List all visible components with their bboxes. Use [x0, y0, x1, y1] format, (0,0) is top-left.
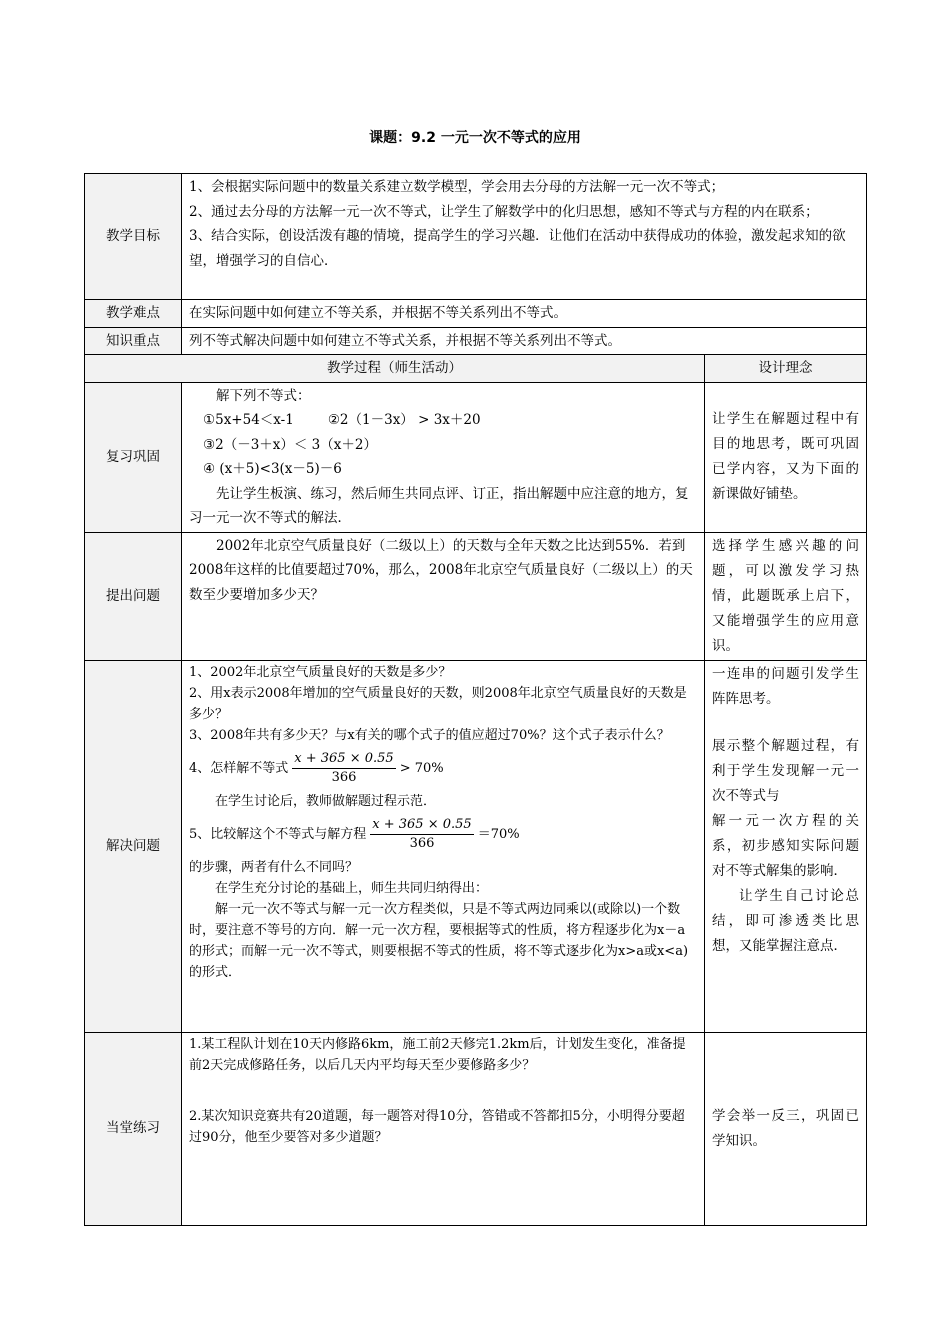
solve-line-4 — [189, 750, 697, 787]
solve-line-5: 在学生讨论后，教师做解题过程示范． — [215, 793, 437, 809]
solve-line-4-suffix: > 70% — [399, 760, 444, 776]
practice-label: 当堂练习 — [85, 1032, 182, 1225]
page-title: 课题：9.2 一元一次不等式的应用 — [369, 130, 581, 146]
fraction-numerator: x + 365 × 0.55 — [292, 750, 395, 769]
solve-line-6-suffix: ＝70% — [477, 826, 520, 842]
fraction-denominator: 366 — [409, 835, 435, 851]
solve-note-2: 展示整个解题过程，有利于学生发现解一元一次不等式与 — [712, 737, 859, 804]
solve-line-6 — [189, 816, 697, 853]
practice-problem-2: 2.某次知识竞赛共有20道题，每一题答对得10分，答错或不答都扣5分，小明得分要超过90分，他至少要答对多少道题？ — [189, 1108, 685, 1145]
key-points-label: 知识重点 — [85, 327, 182, 355]
solve-label: 解决问题 — [85, 660, 182, 1032]
review-summary: 先让学生板演、练习，然后师生共同点评、订正，指出解题中应注意的地方，复习一元一次不等式的解法． — [189, 485, 689, 526]
solve-content — [182, 660, 705, 1032]
solve-line-7: 的步骤，两者有什么不同吗？ — [189, 859, 359, 875]
solve-line-9: 解一元一次不等式与解一元一次方程类似，只是不等式两边同乘以(或除以)一个数时，要注意不等号的方向．解一元一次方程，要根据等式的性质，将方程逐步化为x－a的形式；而解一元一次不等式，则要根据不等式的性质，将不等式逐步化为x>a或x<a)的形式． — [189, 901, 689, 980]
review-label: 复习巩固 — [85, 382, 182, 532]
problem-label: 提出问题 — [85, 532, 182, 660]
practice-problem-1: 1.某工程队计划在10天内修路6km，施工前2天修完1.2km后，计划发生变化，准备提前2天完成修路任务，以后几天内平均每天至少要修路多少？ — [189, 1036, 686, 1073]
review-question-1: ①5x+54＜x-1 — [203, 412, 294, 428]
review-note: 让学生在解题过程中有目的地思考，既可巩固已学内容，又为下面的新课做好铺垫。 — [705, 382, 867, 532]
solve-note-3: 解一元一次方程的关系，初步感知实际问题对不等式解集的影响． — [712, 812, 859, 879]
objective-item: 2、通过去分母的方法解一元一次不等式，让学生了解数学中的化归思想，感知不等式与方程的内在联系； — [189, 203, 819, 220]
review-question-4: ④ (x＋5)<3(x－5)－6 — [203, 461, 342, 477]
objectives-content — [182, 174, 867, 300]
objectives-label: 教学目标 — [85, 174, 182, 300]
practice-content — [182, 1032, 705, 1225]
concept-header: 设计理念 — [705, 355, 867, 383]
fraction-denominator: 366 — [331, 769, 357, 785]
review-question-2: ②2（1－3x） > 3x＋20 — [327, 412, 481, 428]
process-header: 教学过程（师生活动） — [85, 355, 705, 383]
problem-text: 2002年北京空气质量良好（二级以上）的天数与全年天数之比达到55%．若到2008年这样的比值要超过70%，那么，2008年北京空气质量良好（二级以上）的天数至少要增加多少天？ — [189, 537, 693, 603]
problem-content — [182, 532, 705, 660]
objectives-row — [85, 174, 867, 300]
solve-line-3: 3、2008年共有多少天？与x有关的哪个式子的值应超过70%？这个式子表示什么？ — [189, 727, 670, 743]
solve-line-8: 在学生充分讨论的基础上，师生共同归纳得出： — [215, 880, 489, 896]
fraction-expression — [370, 816, 473, 853]
review-intro: 解下列不等式： — [216, 387, 311, 404]
solve-row — [85, 660, 867, 1032]
solve-line-4-prefix: 4、怎样解不等式 — [189, 760, 289, 776]
solve-line-1: 1、2002年北京空气质量良好的天数是多少？ — [189, 664, 452, 680]
column-header-row — [85, 355, 867, 383]
key-points-row — [85, 327, 867, 355]
difficulty-label: 教学难点 — [85, 300, 182, 328]
review-line-1 — [189, 408, 697, 433]
key-points-text: 列不等式解决问题中如何建立不等式关系，并根据不等关系列出不等式。 — [182, 327, 867, 355]
fraction-expression — [292, 750, 395, 787]
solve-line-2: 2、用x表示2008年增加的空气质量良好的天数，则2008年北京空气质量良好的天数是多少？ — [189, 685, 687, 722]
solve-note-4: 让学生自己讨论总结，即可渗透类比思想，又能掌握注意点． — [712, 887, 859, 954]
difficulty-text: 在实际问题中如何建立不等关系，并根据不等关系列出不等式。 — [182, 300, 867, 328]
objective-item: 1、会根据实际问题中的数量关系建立数学模型，学会用去分母的方法解一元一次不等式； — [189, 179, 725, 195]
solve-note-1: 一连串的问题引发学生阵阵思考。 — [712, 665, 859, 707]
practice-note: 学会举一反三，巩固已学知识。 — [705, 1032, 867, 1225]
difficulty-row — [85, 300, 867, 328]
review-content — [182, 382, 705, 532]
solve-notes — [705, 660, 867, 1032]
practice-row — [85, 1032, 867, 1225]
review-row — [85, 382, 867, 532]
review-question-3: ③2（－3＋x）＜ 3（x＋2） — [203, 436, 377, 453]
lesson-plan-table — [84, 173, 867, 1226]
problem-row — [85, 532, 867, 660]
fraction-numerator: x + 365 × 0.55 — [370, 816, 473, 835]
objective-item: 3、结合实际，创设活泼有趣的情境，提高学生的学习兴趣．让他们在活动中获得成功的体验，激发起求知的欲望，增强学习的自信心． — [189, 228, 846, 269]
solve-line-6-prefix: 5、比较解这个不等式与解方程 — [189, 826, 367, 842]
problem-note: 选择学生感兴趣的问题，可以激发学习热情，此题既承上启下，又能增强学生的应用意识。 — [705, 532, 867, 660]
